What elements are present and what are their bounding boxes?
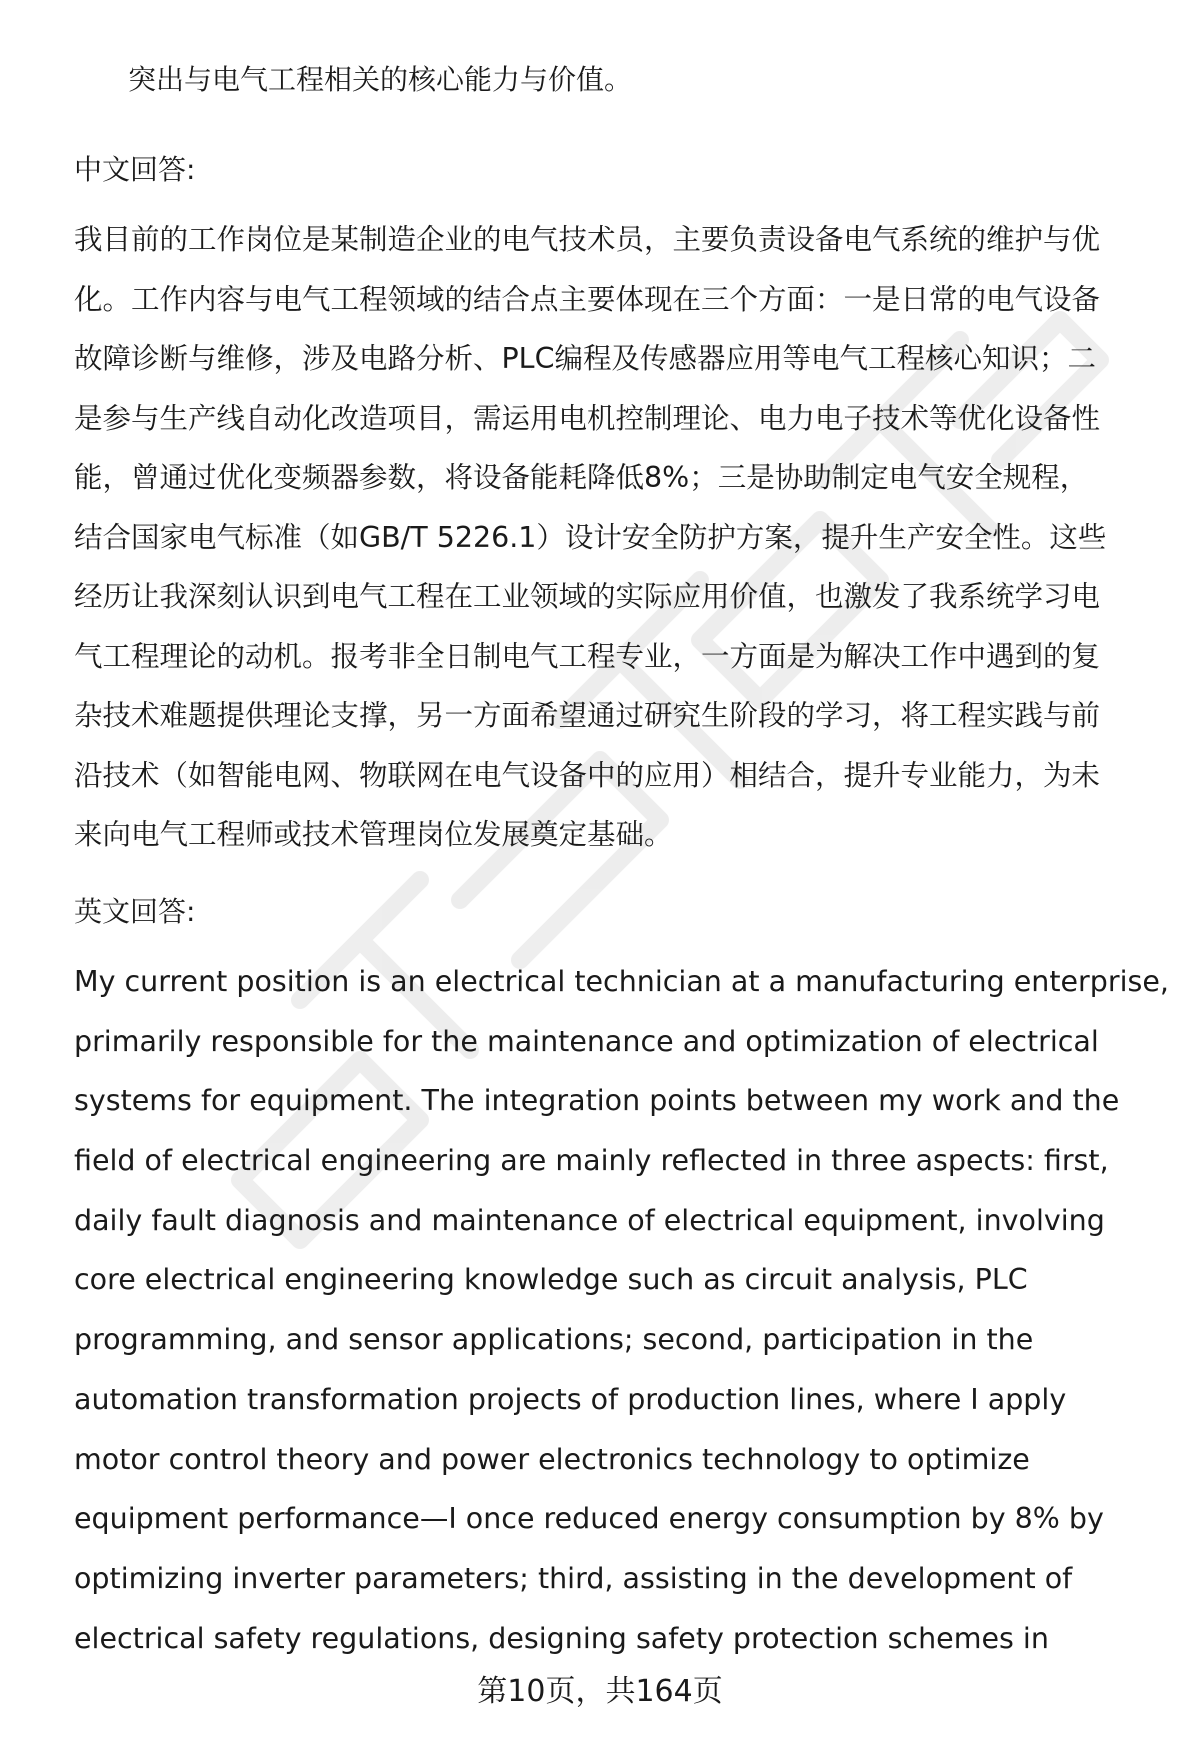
- english-answer-paragraph: [74, 952, 1169, 1668]
- english-answer-label: 英文回答:: [74, 895, 196, 928]
- english-line: My current position is an electrical technician at a manufacturing enterprise,: [74, 965, 1169, 998]
- english-line: motor control theory and power electronics technology to optimize: [74, 1442, 1030, 1476]
- english-line: daily fault diagnosis and maintenance of electrical equipment, involving: [74, 1203, 1105, 1237]
- english-line: optimizing inverter parameters; third, assisting in the development of: [74, 1561, 1073, 1595]
- chinese-line: 来向电气工程师或技术管理岗位发展奠定基础。: [74, 818, 673, 851]
- chinese-answer-label: 中文回答:: [74, 153, 196, 186]
- english-line: programming, and sensor applications; second, participation in the: [74, 1323, 1034, 1357]
- chinese-line: 是参与生产线自动化改造项目，需运用电机控制理论、电力电子技术等优化设备性: [74, 401, 1101, 435]
- english-line: equipment performance—I once reduced energy consumption by 8% by: [74, 1502, 1104, 1536]
- english-line: primarily responsible for the maintenance and optimization of electrical: [74, 1024, 1099, 1058]
- page-number-footer: 第10页，共164页: [477, 1674, 723, 1709]
- english-line: electrical safety regulations, designing safety protection schemes in: [74, 1621, 1049, 1655]
- chinese-line: 我目前的工作岗位是某制造企业的电气技术员，主要负责设备电气系统的维护与优: [74, 223, 1101, 256]
- english-line: automation transformation projects of production lines, where I apply: [74, 1382, 1067, 1416]
- english-line: field of electrical engineering are mainly reflected in three aspects: first,: [74, 1144, 1109, 1178]
- chinese-line: 故障诊断与维修，涉及电路分析、PLC编程及传感器应用等电气工程核心知识；二: [74, 342, 1096, 375]
- chinese-answer-paragraph: [74, 210, 1154, 865]
- chinese-line: 结合国家电气标准（如GB/T 5226.1）设计安全防护方案，提升生产安全性。这些: [74, 520, 1107, 554]
- english-line: systems for equipment. The integration points between my work and the: [74, 1084, 1120, 1118]
- chinese-line: 化。工作内容与电气工程领域的结合点主要体现在三个方面：一是日常的电气设备: [74, 282, 1101, 316]
- chinese-line: 沿技术（如智能电网、物联网在电气设备中的应用）相结合，提升专业能力，为未: [74, 758, 1101, 792]
- english-line: core electrical engineering knowledge such as circuit analysis, PLC: [74, 1263, 1028, 1297]
- chinese-line: 经历让我深刻认识到电气工程在工业领域的实际应用价值，也激发了我系统学习电: [74, 580, 1101, 613]
- chinese-line: 能，曾通过优化变频器参数，将设备能耗降低8%；三是协助制定电气安全规程，: [74, 461, 1089, 494]
- intro-sentence: 突出与电气工程相关的核心能力与价值。: [128, 63, 633, 96]
- chinese-line: 杂技术难题提供理论支撑，另一方面希望通过研究生阶段的学习，将工程实践与前: [74, 699, 1101, 732]
- chinese-line: 气工程理论的动机。报考非全日制电气工程专业，一方面是为解决工作中遇到的复: [74, 639, 1101, 673]
